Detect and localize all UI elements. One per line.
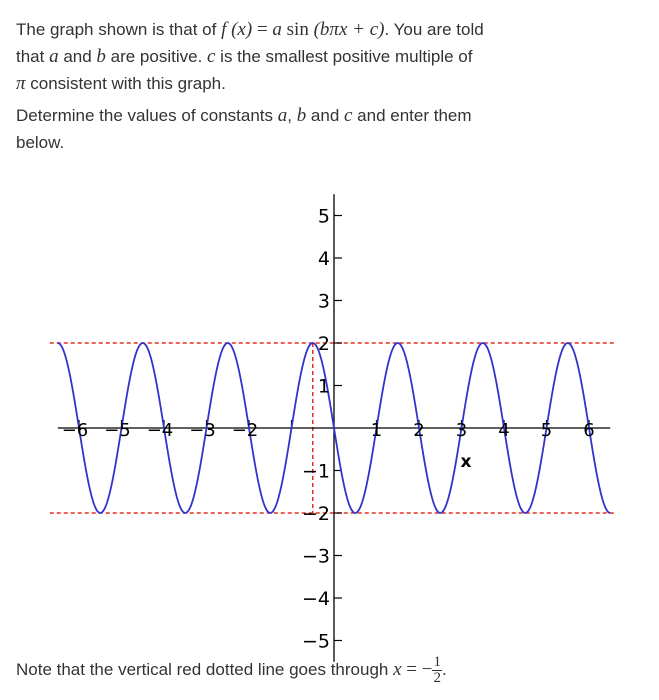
math-c: c [344,105,353,126]
note-paragraph [16,655,636,686]
x-tick-label: −2 [231,420,259,441]
x-axis-label: x [460,452,472,472]
x-tick-label: 5 [540,420,553,441]
x-tick-label: 6 [583,420,595,441]
text: that [16,47,50,66]
text: . You are told [384,20,484,39]
y-tick-label: −4 [301,588,330,610]
x-tick-label: 3 [455,420,468,441]
text: and [306,106,345,125]
x-tick-label: 4 [498,420,510,441]
math-arg: (bπx + c) [313,19,385,40]
y-tick-label: 4 [317,248,330,270]
fraction-denominator: 2 [433,670,441,686]
math-a: a [49,46,59,67]
math-f: f (x) [221,19,253,40]
y-tick-label: 3 [317,290,330,313]
math-a: a [277,105,288,126]
y-tick-label: −2 [301,503,330,525]
math-a: a [272,19,282,40]
text: . [441,659,447,679]
text: and [58,47,97,66]
text: The graph shown is that of [16,20,222,39]
y-tick-label: 2 [317,333,330,355]
x-tick-label: 1 [370,420,383,441]
text: consistent with this graph. [25,74,226,93]
math-x: x [393,658,402,680]
text: and enter them [352,106,472,125]
text: below. [16,133,65,152]
math-c: c [207,46,216,67]
math-pi: π [16,73,26,94]
y-tick-label: 5 [317,205,330,228]
text: Determine the values of constants [16,106,278,125]
x-tick-label: −6 [61,420,89,441]
text: is the smallest positive multiple of [215,47,473,66]
x-tick-label: −3 [189,420,216,441]
x-tick-label: 2 [413,420,425,441]
fraction [432,655,442,686]
y-tick-label: −1 [301,460,330,483]
math-b: b [96,46,106,67]
text: Note that the vertical red dotted line goes through [16,659,394,679]
math-b: b [296,105,307,126]
math-eq: = [252,19,273,40]
x-tick-label: −5 [104,420,131,441]
y-tick-label: 1 [317,375,330,398]
math-eq: = − [401,658,433,680]
text: , [287,106,297,125]
x-tick-label: −4 [146,420,174,441]
y-tick-label: −5 [301,630,330,653]
math-sin: sin [281,19,314,40]
text: are positive. [105,47,208,66]
fraction-numerator: 1 [433,654,441,670]
y-tick-label: −3 [301,545,330,568]
